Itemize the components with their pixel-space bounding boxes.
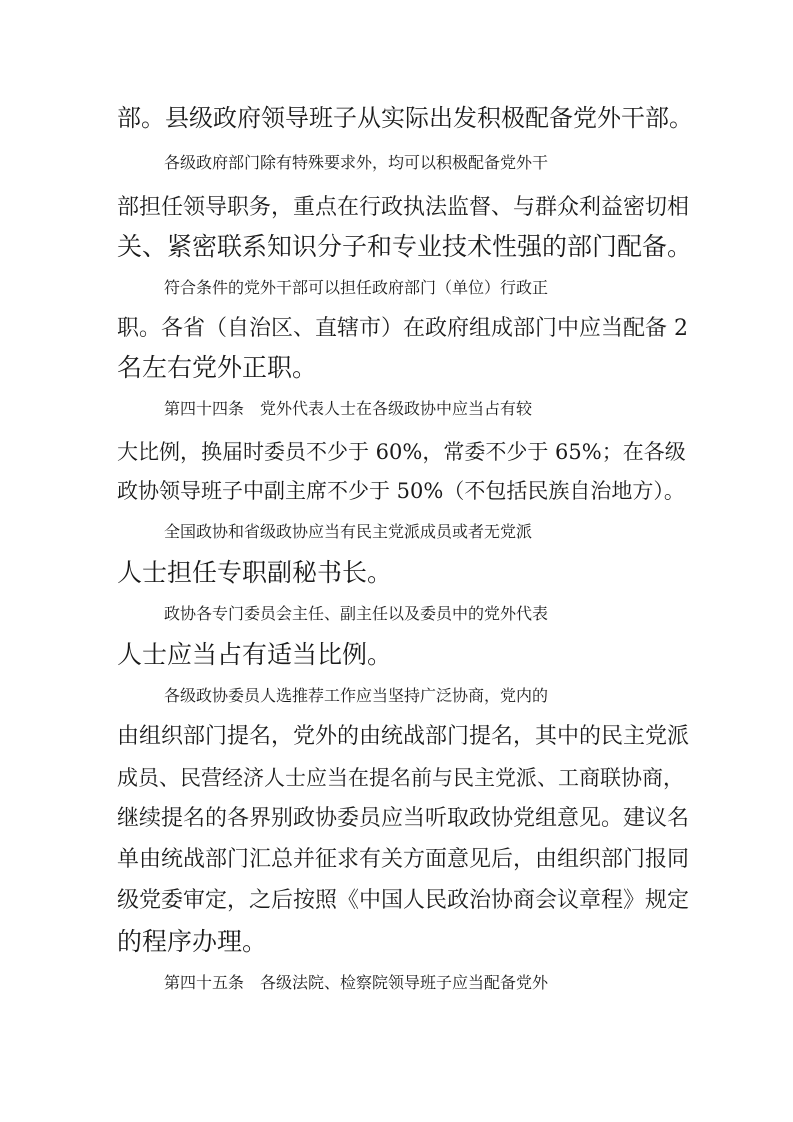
text-line: 继续提名的各界别政协委员应当听取政协党组意见。建议名: [117, 806, 690, 831]
text-line: 成员、民营经济人士应当在提名前与民主党派、工商联协商，: [117, 766, 684, 790]
text-line: 职。各省（自治区、直辖市）在政府组成部门中应当配备 2: [117, 316, 688, 341]
text-line: 单由统战部门汇总并征求有关方面意见后，由组织部门报同: [117, 847, 690, 872]
paragraph-start-line: 各级政协委员人选推荐工作应当坚持广泛协商，党内的: [164, 686, 549, 705]
text-line: 部担任领导职务，重点在行政执法监督、与群众利益密切相: [117, 195, 690, 220]
paragraph-start-line: 各级政府部门除有特殊要求外，均可以积极配备党外干: [164, 153, 549, 172]
text-line: 名左右党外正职。: [117, 353, 318, 382]
paragraph-start-line: 政协各专门委员会主任、副主任以及委员中的党外代表: [164, 604, 549, 623]
paragraph-start-line: 全国政协和省级政协应当有民主党派成员或者无党派: [164, 522, 533, 541]
text-line: 人士应当占有适当比例。: [117, 640, 393, 669]
paragraph-start-line: 符合条件的党外干部可以担任政府部门（单位）行政正: [164, 278, 549, 297]
text-line: 人士担任专职副秘书长。: [117, 558, 393, 587]
text-line: 关、紧密联系知识分子和专业技术性强的部门配备。: [117, 232, 693, 261]
text-line: 的程序办理。: [117, 927, 268, 956]
article-44-heading-line: 第四十四条 党外代表人士在各级政协中应当占有较: [164, 399, 533, 418]
article-45-heading-line: 第四十五条 各级法院、检察院领导班子应当配备党外: [164, 973, 549, 992]
text-line: 由组织部门提名，党外的由统战部门提名，其中的民主党派: [117, 724, 690, 749]
text-line: 大比例，换届时委员不少于 60%，常委不少于 65%；在各级: [117, 440, 686, 464]
text-line: 政协领导班子中副主席不少于 50%（不包括民族自治地方）。: [117, 479, 685, 503]
text-line: 级党委审定，之后按照《中国人民政治协商会议章程》规定: [117, 888, 690, 913]
text-line: 部。县级政府领导班子从实际出发积极配备党外干部。: [117, 104, 693, 132]
